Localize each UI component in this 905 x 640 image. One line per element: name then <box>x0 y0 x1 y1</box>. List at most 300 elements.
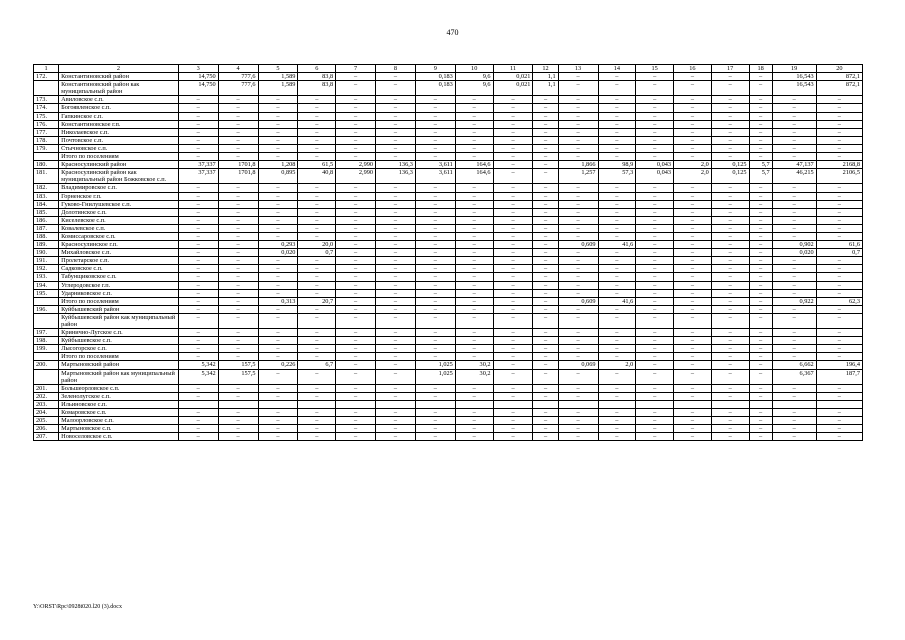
value-cell: – <box>258 120 298 128</box>
value-cell: – <box>598 73 636 81</box>
value-cell: 196,4 <box>816 361 862 369</box>
value-cell <box>376 400 416 408</box>
value-cell: – <box>376 153 416 161</box>
value-cell: – <box>493 273 533 281</box>
value-cell: – <box>636 369 674 384</box>
row-number-cell: 187. <box>34 224 59 232</box>
value-cell: – <box>493 409 533 417</box>
value-cell: – <box>749 425 772 433</box>
value-cell: 0,7 <box>816 249 862 257</box>
value-cell: – <box>533 120 558 128</box>
value-cell: – <box>598 128 636 136</box>
value-cell: – <box>298 144 336 152</box>
value-cell: – <box>711 184 749 192</box>
value-cell: – <box>749 353 772 361</box>
value-cell: – <box>336 409 376 417</box>
value-cell: – <box>336 128 376 136</box>
row-number-cell: 181. <box>34 169 59 184</box>
value-cell: – <box>298 120 336 128</box>
value-cell: – <box>558 392 598 400</box>
table-row <box>34 81 863 96</box>
value-cell: – <box>711 361 749 369</box>
value-cell: – <box>598 104 636 112</box>
row-number-cell: 201. <box>34 384 59 392</box>
value-cell: – <box>711 417 749 425</box>
value-cell: – <box>674 392 712 400</box>
value-cell: – <box>336 257 376 265</box>
value-cell: – <box>493 128 533 136</box>
value-cell: – <box>816 96 862 104</box>
value-cell: – <box>336 313 376 328</box>
value-cell: – <box>415 112 455 120</box>
value-cell: – <box>178 200 218 208</box>
value-cell: – <box>298 425 336 433</box>
value-cell: – <box>711 392 749 400</box>
value-cell: – <box>258 216 298 224</box>
value-cell: 0,125 <box>711 161 749 169</box>
value-cell: 0,313 <box>258 297 298 305</box>
value-cell: – <box>674 425 712 433</box>
value-cell: – <box>493 96 533 104</box>
value-cell: – <box>816 433 862 441</box>
value-cell: – <box>258 384 298 392</box>
value-cell: – <box>493 433 533 441</box>
value-cell: 136,3 <box>376 161 416 169</box>
value-cell: – <box>298 200 336 208</box>
value-cell: – <box>636 313 674 328</box>
value-cell: – <box>493 161 533 169</box>
value-cell: 20,0 <box>298 241 336 249</box>
table-row <box>34 297 863 305</box>
value-cell: – <box>772 112 816 120</box>
value-cell: – <box>455 345 493 353</box>
value-cell: – <box>218 120 258 128</box>
value-cell: – <box>415 265 455 273</box>
value-cell: – <box>376 184 416 192</box>
value-cell <box>598 400 636 408</box>
value-cell: – <box>749 257 772 265</box>
value-cell: 0,609 <box>558 297 598 305</box>
value-cell: – <box>598 313 636 328</box>
value-cell: 46,215 <box>772 169 816 184</box>
table-row <box>34 184 863 192</box>
value-cell: – <box>749 281 772 289</box>
territory-name-cell: Зеленолугское с.п. <box>59 392 179 400</box>
table-row <box>34 353 863 361</box>
value-cell: – <box>711 96 749 104</box>
data-table <box>33 64 863 441</box>
value-cell: – <box>455 392 493 400</box>
value-cell: – <box>558 136 598 144</box>
value-cell: – <box>455 249 493 257</box>
value-cell: – <box>749 81 772 96</box>
value-cell: – <box>415 417 455 425</box>
value-cell: – <box>749 153 772 161</box>
value-cell: – <box>178 353 218 361</box>
value-cell: – <box>258 184 298 192</box>
table-row <box>34 200 863 208</box>
value-cell: – <box>336 73 376 81</box>
territory-name-cell: Куйбышевский район как муниципальный район <box>59 313 179 328</box>
value-cell: – <box>558 369 598 384</box>
row-number-cell: 206. <box>34 425 59 433</box>
table-row <box>34 281 863 289</box>
value-cell: – <box>218 136 258 144</box>
value-cell: – <box>298 104 336 112</box>
value-cell: – <box>711 337 749 345</box>
value-cell: – <box>674 120 712 128</box>
value-cell: – <box>336 353 376 361</box>
value-cell: – <box>298 433 336 441</box>
value-cell: – <box>415 208 455 216</box>
value-cell: – <box>336 329 376 337</box>
value-cell: – <box>711 128 749 136</box>
territory-name-cell: Богоявленское с.п. <box>59 104 179 112</box>
value-cell: – <box>218 433 258 441</box>
value-cell: 1,1 <box>533 81 558 96</box>
value-cell: – <box>772 353 816 361</box>
value-cell: – <box>816 409 862 417</box>
value-cell: – <box>816 425 862 433</box>
value-cell: – <box>749 384 772 392</box>
value-cell: – <box>533 96 558 104</box>
value-cell: – <box>336 289 376 297</box>
value-cell: – <box>749 337 772 345</box>
value-cell: – <box>218 112 258 120</box>
value-cell <box>178 400 218 408</box>
value-cell: 0,183 <box>415 73 455 81</box>
value-cell: – <box>558 417 598 425</box>
value-cell: – <box>415 257 455 265</box>
value-cell: – <box>772 305 816 313</box>
value-cell: – <box>258 409 298 417</box>
value-cell: – <box>258 369 298 384</box>
value-cell: – <box>598 232 636 240</box>
value-cell: – <box>493 392 533 400</box>
value-cell: – <box>598 216 636 224</box>
value-cell: – <box>674 361 712 369</box>
row-number-cell: 178. <box>34 136 59 144</box>
value-cell: – <box>772 153 816 161</box>
value-cell: – <box>533 384 558 392</box>
value-cell: – <box>258 224 298 232</box>
value-cell: – <box>674 73 712 81</box>
value-cell: – <box>415 136 455 144</box>
value-cell: – <box>218 281 258 289</box>
value-cell: – <box>598 224 636 232</box>
value-cell: – <box>376 112 416 120</box>
value-cell: – <box>674 200 712 208</box>
value-cell: – <box>749 369 772 384</box>
value-cell: – <box>674 128 712 136</box>
value-cell: – <box>558 200 598 208</box>
value-cell: – <box>298 305 336 313</box>
value-cell: – <box>336 104 376 112</box>
value-cell: – <box>711 153 749 161</box>
value-cell: – <box>493 224 533 232</box>
value-cell: – <box>258 305 298 313</box>
value-cell <box>749 400 772 408</box>
value-cell: – <box>376 265 416 273</box>
value-cell: 57,3 <box>598 169 636 184</box>
value-cell: – <box>415 384 455 392</box>
value-cell: – <box>749 417 772 425</box>
value-cell: – <box>178 392 218 400</box>
territory-name-cell: Мартыновский район как муниципальный район <box>59 369 179 384</box>
value-cell: – <box>178 384 218 392</box>
value-cell: – <box>336 417 376 425</box>
value-cell: – <box>298 353 336 361</box>
value-cell: – <box>258 289 298 297</box>
value-cell: – <box>376 433 416 441</box>
value-cell: 30,2 <box>455 369 493 384</box>
value-cell: – <box>749 96 772 104</box>
value-cell: 6,367 <box>772 369 816 384</box>
value-cell: – <box>178 313 218 328</box>
value-cell: – <box>598 265 636 273</box>
value-cell: – <box>455 329 493 337</box>
column-header: 14 <box>598 65 636 73</box>
territory-name-cell: Долотинское с.п. <box>59 208 179 216</box>
value-cell: – <box>336 224 376 232</box>
value-cell: – <box>376 313 416 328</box>
value-cell: – <box>533 169 558 184</box>
value-cell: – <box>674 153 712 161</box>
value-cell: – <box>598 208 636 216</box>
value-cell: – <box>636 305 674 313</box>
row-number-cell <box>34 353 59 361</box>
value-cell: – <box>816 313 862 328</box>
value-cell: – <box>493 249 533 257</box>
value-cell <box>336 400 376 408</box>
value-cell: – <box>258 232 298 240</box>
territory-name-cell: Стычновское с.п. <box>59 144 179 152</box>
value-cell: – <box>218 353 258 361</box>
value-cell: 0,020 <box>258 249 298 257</box>
value-cell: – <box>598 425 636 433</box>
table-row <box>34 273 863 281</box>
value-cell: – <box>749 216 772 224</box>
column-header: 12 <box>533 65 558 73</box>
territory-name-cell: Углеродовское г.п. <box>59 281 179 289</box>
value-cell: – <box>258 353 298 361</box>
table-row <box>34 313 863 328</box>
column-header: 7 <box>336 65 376 73</box>
territory-name-cell: Комаровское с.п. <box>59 409 179 417</box>
value-cell: – <box>772 409 816 417</box>
value-cell: – <box>455 265 493 273</box>
value-cell: – <box>711 257 749 265</box>
value-cell: – <box>816 136 862 144</box>
value-cell: – <box>674 224 712 232</box>
value-cell: – <box>558 128 598 136</box>
value-cell: – <box>749 144 772 152</box>
value-cell: – <box>455 136 493 144</box>
value-cell: 30,2 <box>455 361 493 369</box>
value-cell: – <box>218 289 258 297</box>
value-cell: – <box>258 112 298 120</box>
value-cell: – <box>493 104 533 112</box>
value-cell: – <box>258 329 298 337</box>
value-cell: – <box>298 384 336 392</box>
value-cell: – <box>749 128 772 136</box>
territory-name-cell: Красносулинское г.п. <box>59 241 179 249</box>
value-cell: – <box>772 120 816 128</box>
row-number-cell: 194. <box>34 281 59 289</box>
value-cell: – <box>336 361 376 369</box>
value-cell: – <box>336 144 376 152</box>
value-cell: – <box>674 329 712 337</box>
value-cell: 16,543 <box>772 81 816 96</box>
row-number-cell: 195. <box>34 289 59 297</box>
value-cell: – <box>336 392 376 400</box>
value-cell <box>674 400 712 408</box>
row-number-cell <box>34 369 59 384</box>
row-number-cell: 200. <box>34 361 59 369</box>
value-cell: – <box>711 281 749 289</box>
value-cell: – <box>816 112 862 120</box>
row-number-cell: 188. <box>34 232 59 240</box>
value-cell: – <box>178 417 218 425</box>
value-cell: – <box>636 200 674 208</box>
table-row <box>34 433 863 441</box>
value-cell: – <box>711 144 749 152</box>
value-cell: – <box>674 369 712 384</box>
value-cell: – <box>598 329 636 337</box>
value-cell: – <box>376 289 416 297</box>
value-cell: – <box>816 208 862 216</box>
value-cell: – <box>493 232 533 240</box>
column-header: 10 <box>455 65 493 73</box>
value-cell: – <box>376 409 416 417</box>
value-cell: – <box>298 216 336 224</box>
value-cell: – <box>772 313 816 328</box>
value-cell: – <box>178 345 218 353</box>
value-cell: – <box>636 96 674 104</box>
value-cell: – <box>178 337 218 345</box>
value-cell: – <box>674 384 712 392</box>
value-cell: 0,609 <box>558 241 598 249</box>
value-cell: – <box>298 369 336 384</box>
value-cell: – <box>749 345 772 353</box>
value-cell: – <box>816 120 862 128</box>
value-cell: – <box>218 96 258 104</box>
value-cell: 0,069 <box>558 361 598 369</box>
row-number-cell <box>34 313 59 328</box>
value-cell: – <box>674 232 712 240</box>
value-cell: – <box>455 120 493 128</box>
value-cell: – <box>415 224 455 232</box>
value-cell: – <box>376 257 416 265</box>
value-cell: 0,895 <box>258 169 298 184</box>
value-cell: – <box>455 273 493 281</box>
table-row <box>34 249 863 257</box>
value-cell: 0,293 <box>258 241 298 249</box>
value-cell: – <box>636 289 674 297</box>
value-cell: 0,902 <box>772 241 816 249</box>
value-cell: 61,5 <box>298 161 336 169</box>
value-cell: – <box>711 208 749 216</box>
value-cell: 5,7 <box>749 169 772 184</box>
value-cell: – <box>598 249 636 257</box>
value-cell: – <box>772 384 816 392</box>
value-cell: – <box>415 345 455 353</box>
file-path-footer: Y:\ORST\Rpc\0928t020.l20 (3).docx <box>33 604 122 610</box>
value-cell: – <box>376 281 416 289</box>
row-number-cell: 173. <box>34 96 59 104</box>
value-cell: – <box>415 313 455 328</box>
territory-name-cell: Константиновское г.п. <box>59 120 179 128</box>
territory-name-cell: Итого по поселениям <box>59 353 179 361</box>
value-cell: – <box>455 353 493 361</box>
value-cell: – <box>493 369 533 384</box>
value-cell: – <box>772 216 816 224</box>
value-cell: – <box>298 208 336 216</box>
value-cell: – <box>376 305 416 313</box>
value-cell: – <box>533 232 558 240</box>
value-cell: – <box>455 281 493 289</box>
value-cell: 2106,5 <box>816 169 862 184</box>
value-cell: 0,043 <box>636 161 674 169</box>
value-cell: – <box>455 112 493 120</box>
value-cell: – <box>749 313 772 328</box>
value-cell: – <box>415 128 455 136</box>
value-cell: – <box>493 289 533 297</box>
value-cell: – <box>749 297 772 305</box>
row-number-cell <box>34 297 59 305</box>
column-header: 6 <box>298 65 336 73</box>
value-cell: 1,1 <box>533 73 558 81</box>
value-cell: 98,9 <box>598 161 636 169</box>
value-cell: – <box>772 392 816 400</box>
value-cell <box>455 400 493 408</box>
territory-name-cell: Ильиновское с.п. <box>59 400 179 408</box>
value-cell: – <box>598 392 636 400</box>
value-cell: – <box>636 361 674 369</box>
value-cell: – <box>218 257 258 265</box>
value-cell: – <box>598 200 636 208</box>
value-cell: – <box>218 345 258 353</box>
table-row <box>34 345 863 353</box>
value-cell: – <box>493 208 533 216</box>
value-cell: – <box>636 112 674 120</box>
value-cell: – <box>558 305 598 313</box>
value-cell: – <box>636 73 674 81</box>
value-cell: – <box>336 297 376 305</box>
value-cell: – <box>533 192 558 200</box>
value-cell: – <box>711 289 749 297</box>
value-cell: – <box>376 224 416 232</box>
value-cell: – <box>258 337 298 345</box>
value-cell: – <box>298 281 336 289</box>
territory-name-cell: Итого по поселениям <box>59 153 179 161</box>
value-cell: – <box>376 144 416 152</box>
value-cell: 5,342 <box>178 361 218 369</box>
value-cell: – <box>772 128 816 136</box>
value-cell: – <box>816 273 862 281</box>
row-number-cell: 172. <box>34 73 59 81</box>
territory-name-cell: Кринично-Лугское с.п. <box>59 329 179 337</box>
value-cell: – <box>636 81 674 96</box>
row-number-cell: 174. <box>34 104 59 112</box>
value-cell: – <box>376 392 416 400</box>
value-cell: – <box>533 208 558 216</box>
value-cell: – <box>816 353 862 361</box>
territory-name-cell: Владимировское с.п. <box>59 184 179 192</box>
value-cell: 1,025 <box>415 369 455 384</box>
value-cell: – <box>336 265 376 273</box>
value-cell: – <box>816 216 862 224</box>
